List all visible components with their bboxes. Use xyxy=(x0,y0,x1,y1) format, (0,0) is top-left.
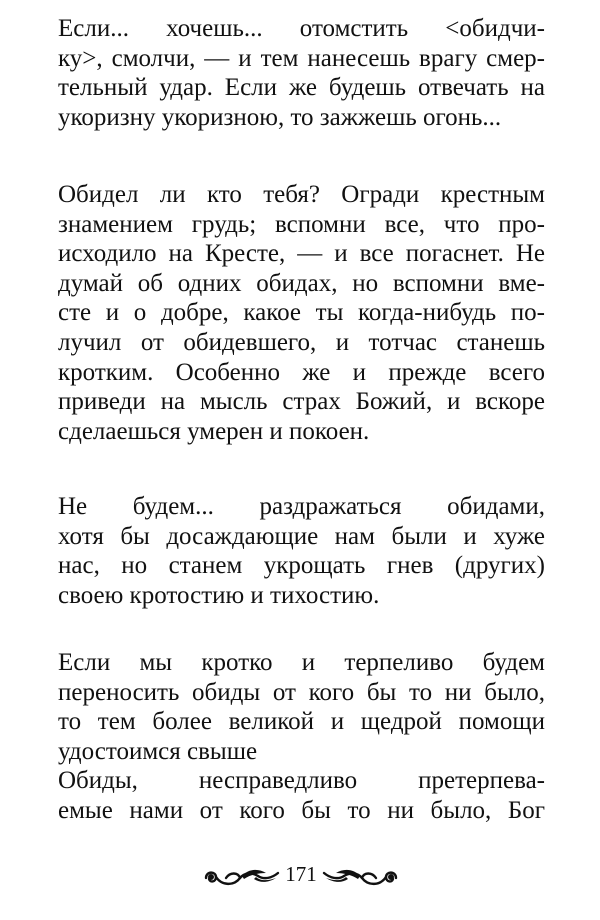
text-line: своею кротостию и тихостию. xyxy=(58,581,380,609)
text-line: сте и о добре, какое ты когда-нибудь по- xyxy=(58,299,545,327)
text-line: укоризну укоризною, то зажжешь огонь... xyxy=(58,103,502,131)
text-line: Если... хочешь... отомстить <обидчи- xyxy=(58,15,545,42)
text-line: сделаешься умерен и покоен. xyxy=(58,417,370,445)
text-line: Если мы кротко и терпеливо будем xyxy=(58,649,545,676)
text-line: думай об одних обидах, но вспомни вме- xyxy=(58,269,545,297)
text-line: исходило на Кресте, — и все погаснет. Не xyxy=(58,240,545,268)
paragraph-3 xyxy=(58,492,545,610)
text-line: кротким. Особенно же и прежде всего xyxy=(58,358,545,386)
text-line: приведи на мысль страх Божий, и вскоре xyxy=(58,388,545,416)
scroll-ornament-left-icon xyxy=(196,864,280,890)
text-line: Обиды, несправедливо претерпева- xyxy=(58,767,545,795)
text-line: то тем более великой и щедрой помощи xyxy=(58,708,545,736)
text-line: хотя бы досаждающие нам были и хуже xyxy=(58,522,545,550)
paragraph-1 xyxy=(58,14,545,132)
page-number: 171 xyxy=(285,862,317,886)
text-line: переносить обиды от кого бы то ни было, xyxy=(58,678,545,706)
text-line: знамением грудь; вспомни все, что про- xyxy=(58,210,545,238)
text-line: тельный удар. Если же будешь отвечать на xyxy=(58,74,545,102)
scroll-ornament-right-icon xyxy=(322,864,406,890)
text-line: нас, но станем укрощать гнев (других) xyxy=(58,552,545,580)
paragraph-4 xyxy=(58,648,545,826)
text-line: Не будем... раздражаться обидами, xyxy=(58,493,545,520)
page-footer xyxy=(0,858,600,898)
text-line: удостоимся свыше xyxy=(58,737,258,765)
text-line: лучил от обидевшего, и тотчас станешь xyxy=(58,328,545,356)
paragraph-2 xyxy=(58,180,545,446)
text-line: ку>, смолчи, — и тем нанесешь врагу смер- xyxy=(58,44,545,72)
text-line: емые нами от кого бы то ни было, Бог xyxy=(58,796,545,824)
text-line: Обидел ли кто тебя? Огради крестным xyxy=(58,181,545,208)
